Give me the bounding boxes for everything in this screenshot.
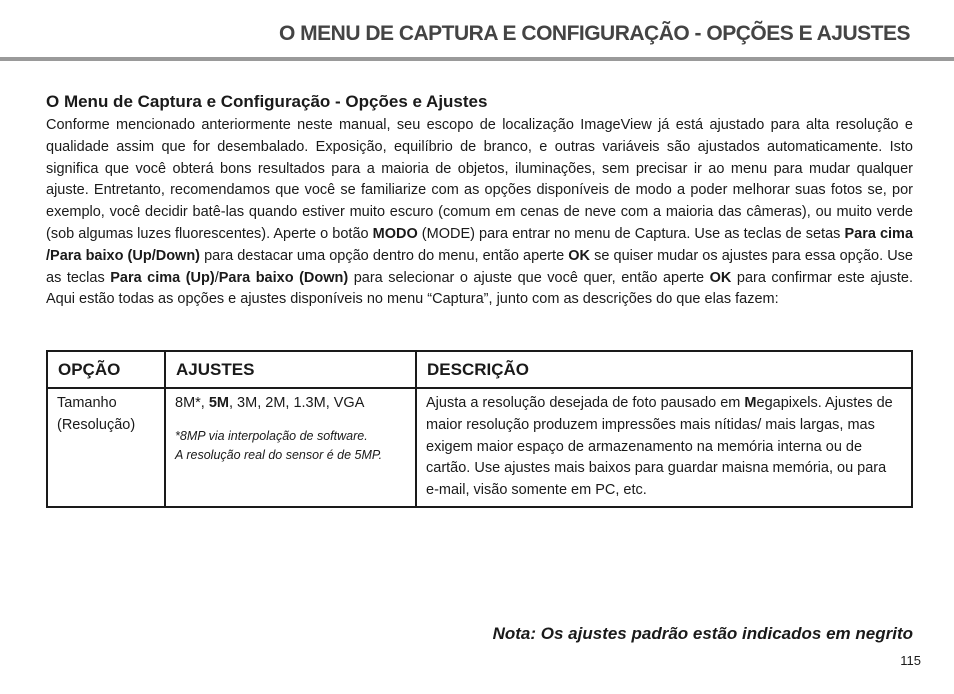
settings-footnote (175, 427, 405, 465)
up-down-keys-label: Para cima /Para baixo (Up/Down) (46, 225, 914, 264)
description-text: egapixels. Ajustes de maior resolução produzem impressões mais nítidas/ mais largas, mas exigem maior espaço de armazenamento na memória interna ou de cartão. Use ajustes mais baixos para guardar maisna memória, ou para e-mail, visão somente em PC, etc. (426, 395, 893, 499)
header-divider (0, 57, 954, 61)
option-cell (47, 388, 165, 507)
column-header-description: DESCRIÇÃO (416, 351, 912, 388)
description-cell (416, 388, 912, 507)
settings-cell (165, 388, 416, 507)
option-subname: (Resolução) (57, 416, 136, 433)
intro-text: para confirmar este ajuste. Aqui estão todas as opções e ajustes disponíveis no menu “Captura”, junto com as descrições do que elas fazem: (46, 269, 913, 308)
options-table (46, 350, 913, 508)
footnote-line: *8MP via interpolação de software. (175, 428, 368, 443)
intro-text: para selecionar o ajuste que você quer, então aperte (348, 269, 710, 286)
column-header-settings: AJUSTES (165, 351, 416, 388)
option-name: Tamanho (57, 395, 117, 411)
section-title: O Menu de Captura e Configuração - Opções e Ajustes (46, 92, 488, 111)
settings-values-text: 8M*, (175, 395, 209, 411)
page-number: 115 (900, 653, 921, 668)
intro-text: Conforme mencionado anteriormente neste manual, seu escopo de localização ImageView já está ajustado para alta resolução e qualidade assim que for desembalado. Exposição, equilíbrio de branco, e outras variáveis são ajustados automaticamente. Isto significa que você obterá bons resultados para a maioria de objetos, iluminações, sem precisar ir ao menu para mudar qualquer ajuste. Entretanto, recomendamos que você se familiarize com as opções disponíveis de modo a poder melhorar suas fotos se, por exemplo, você decidir batê-las quando estiver muito escuro (comum em cenas de neve com a maioria das câmeras), ou muito verde (sob algumas luzes fluorescentes). Aperte o botão (46, 117, 913, 242)
down-key-label: Para baixo (Down) (218, 269, 349, 286)
default-setting: 5M (208, 395, 229, 411)
footnote-line: A resolução real do sensor é de 5MP. (175, 447, 383, 462)
slash-separator: / (214, 269, 219, 286)
settings-values-text: , 3M, 2M, 1.3M, VGA (229, 395, 365, 411)
page-header-title: O MENU DE CAPTURA E CONFIGURAÇÃO - OPÇÕES E AJUSTES (279, 22, 910, 45)
ok-key-label: OK (568, 247, 590, 264)
intro-text: (MODE) para entrar no menu de Captura. Use as teclas de setas (417, 225, 845, 242)
table-row (47, 388, 912, 507)
column-header-option: OPÇÃO (47, 351, 165, 388)
mode-button-label: MODO (372, 225, 418, 242)
description-emphasis: M (744, 395, 757, 411)
settings-values (175, 393, 405, 415)
description-text: Ajusta a resolução desejada de foto pausado em (426, 395, 745, 411)
ok-key-label: OK (709, 269, 732, 286)
table-header-row (47, 351, 912, 388)
intro-paragraph (46, 115, 913, 311)
intro-text: se quiser mudar os ajustes para essa opção. Use as teclas (46, 247, 913, 286)
up-key-label: Para cima (Up) (110, 269, 215, 286)
defaults-note: Nota: Os ajustes padrão estão indicados em negrito (492, 624, 913, 643)
intro-text: para destacar uma opção dentro do menu, então aperte (200, 247, 569, 264)
